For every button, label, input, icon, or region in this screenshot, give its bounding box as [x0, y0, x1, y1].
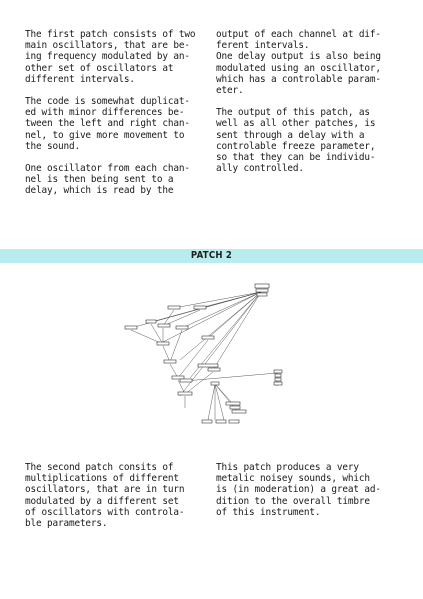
description-text-right [216, 462, 398, 529]
paragraph: The output of this patch, as well as all other patches, is sent through a delay with a controlable freeze parameter, so that they can be individu- ally controlled. [216, 107, 376, 175]
patch-diagram [120, 278, 300, 434]
paragraph: This patch produces a very metalic noisey sounds, which is (in moderation) a great ad- dition to the overall timbre of this instrument. [216, 462, 381, 518]
intro-text-left [25, 29, 207, 208]
intro-text-right [216, 29, 398, 185]
paragraph: The first patch consists of two main oscillators, that are be- ing frequency modulated by an- other set of oscillators at different intervals. [25, 29, 196, 85]
section-title: PATCH 2 [190, 250, 233, 261]
paragraph: The second patch consits of multiplications of different oscillators, that are in turn modulated by a different set of oscillators with controla- ble parameters. [25, 462, 185, 530]
paragraph: One oscillator from each chan- nel is then being sent to a delay, which is read by the [25, 163, 190, 197]
paragraph: output of each channel at dif- ferent intervals. One delay output is also being modulated using an oscillator, which has a controlable param- eter. [216, 29, 381, 97]
paragraph: The code is somewhat duplicat- ed with minor differences be- tween the left and right chan- nel, to give more movement to the sound. [25, 96, 190, 152]
description-text-left [25, 462, 207, 540]
section-header-band [0, 249, 423, 263]
patch-objects [125, 284, 282, 423]
patch-wires [131, 292, 277, 420]
